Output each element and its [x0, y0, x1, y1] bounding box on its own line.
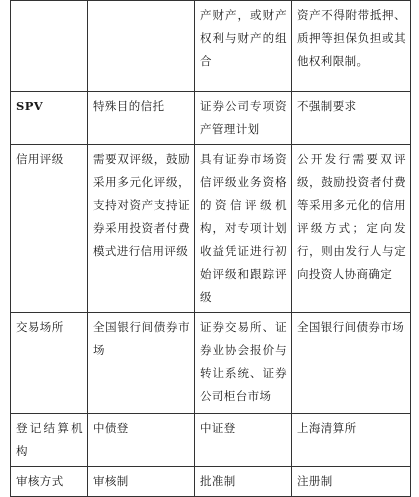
table-row — [11, 313, 411, 414]
table-cell: 特殊目的信托 — [88, 92, 195, 145]
table-cell: 审核制 — [88, 467, 195, 497]
table-cell: 公开发行需要双评级，鼓励投资者付费等采用多元化的信用评级方式；定向发行，则由发行人与定向投资人协商确定 — [292, 145, 411, 313]
table-cell — [11, 1, 88, 92]
table-cell: 产财产，或财产权利与财产的组合 — [195, 1, 292, 92]
table-cell: 中债登 — [88, 414, 195, 467]
table-cell: 全国银行间债券市场 — [88, 313, 195, 414]
table-cell: 中证登 — [195, 414, 292, 467]
row-header-trading-venue: 交易场所 — [11, 313, 88, 414]
table-cell: 具有证券市场资信评级业务资格的资信评级机构，对专项计划收益凭证进行初始评级和跟踪评级 — [195, 145, 292, 313]
table-cell: 批准制 — [195, 467, 292, 497]
table-cell: 全国银行间债券市场 — [292, 313, 411, 414]
row-header-credit-rating: 信用评级 — [11, 145, 88, 313]
table-cell: 证券公司专项资产管理计划 — [195, 92, 292, 145]
table-row — [11, 92, 411, 145]
table-row — [11, 1, 411, 92]
table-row — [11, 414, 411, 467]
table-row — [11, 467, 411, 497]
table-cell: 上海清算所 — [292, 414, 411, 467]
row-header-clearing-agency: 登记结算机构 — [11, 414, 88, 467]
row-header-spv: SPV — [11, 92, 88, 145]
comparison-table — [10, 0, 411, 497]
table-cell: 证券交易所、证券业协会报价与转让系统、证券公司柜台市场 — [195, 313, 292, 414]
row-header-review-method: 审核方式 — [11, 467, 88, 497]
table-row — [11, 145, 411, 313]
table-cell — [88, 1, 195, 92]
table-cell: 资产不得附带抵押、质押等担保负担或其他权利限制。 — [292, 1, 411, 92]
table-cell: 需要双评级，鼓励采用多元化评级，支持对资产支持证券采用投资者付费模式进行信用评级 — [88, 145, 195, 313]
table-cell: 不强制要求 — [292, 92, 411, 145]
table-cell: 注册制 — [292, 467, 411, 497]
